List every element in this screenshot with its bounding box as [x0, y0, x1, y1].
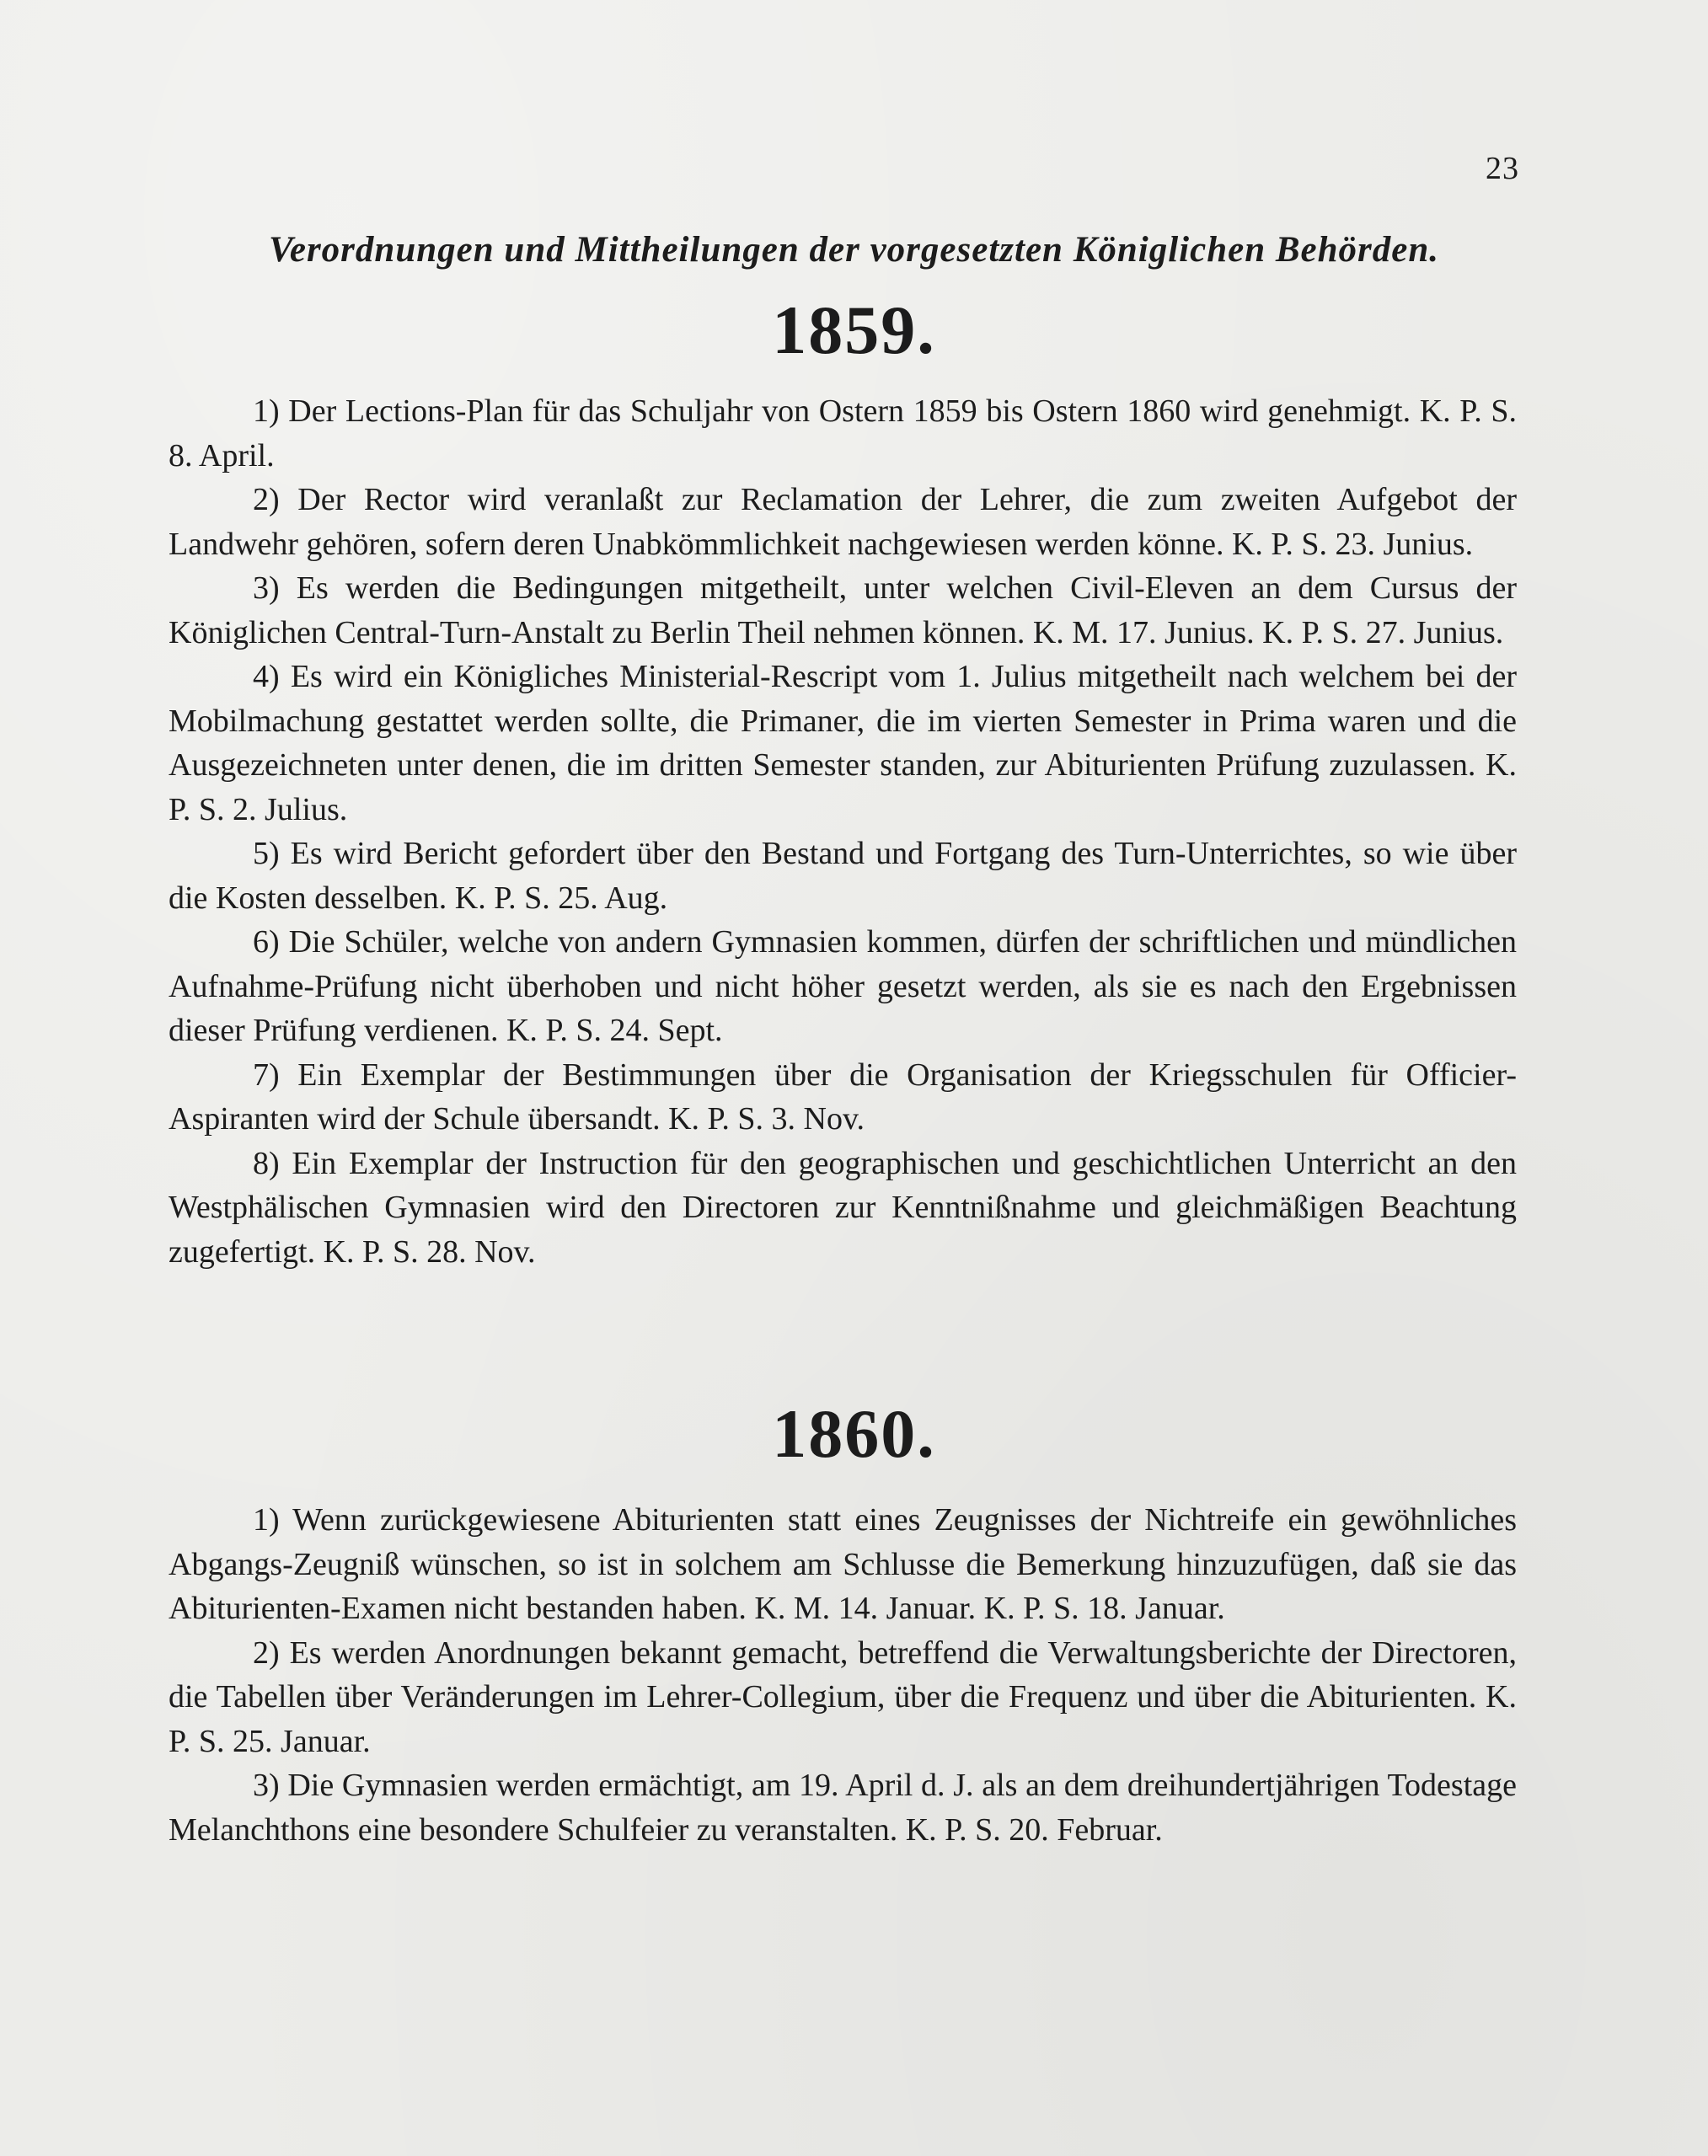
year-heading-1859: 1859. [772, 292, 936, 368]
year-heading-1860: 1860. [772, 1395, 936, 1472]
entry-1859-4: 4) Es wird ein Königliches Ministerial-Rescript vom 1. Julius mitgetheilt nach welchem bei der Mobilmachung gestattet werden sollte, die Primaner, die im vierten Semester in Prima waren und die Ausgezeichneten unter denen, die im dritten Semester standen, zur Abiturienten Prüfung zuzulassen. K. P. S. 2. Julius. [169, 659, 1517, 827]
entry-1859-1: 1) Der Lections-Plan für das Schuljahr von Ostern 1859 bis Ostern 1860 wird genehmigt. K. P. S. 8. April. [169, 393, 1517, 473]
section-1859 [169, 389, 1517, 1274]
entry-1859-7: 7) Ein Exemplar der Bestimmungen über die Organisation der Kriegsschulen für Officier-Aspiranten wird der Schule übersandt. K. P. S. 3. Nov. [169, 1057, 1517, 1137]
entry-1859-6: 6) Die Schüler, welche von andern Gymnasien kommen, dürfen der schriftlichen und mündlichen Aufnahme-Prüfung nicht überhoben und nicht höher gesetzt werden, als sie es nach den Ergebnissen dieser Prüfung verdienen. K. P. S. 24. Sept. [169, 924, 1517, 1048]
entry-1860-2: 2) Es werden Anordnungen bekannt gemacht, betreffend die Verwaltungsberichte der Directoren, die Tabellen über Veränderungen im Lehrer-Collegium, über die Frequenz und über die Abiturienten. K. P. S. 25. Januar. [169, 1634, 1517, 1759]
section-1860 [169, 1498, 1517, 1852]
page-number: 23 [1486, 151, 1519, 186]
entry-1859-3: 3) Es werden die Bedingungen mitgetheilt, unter welchen Civil-Eleven an dem Cursus der Königlichen Central-Turn-Anstalt zu Berlin Theil nehmen können. K. M. 17. Junius. K. P. S. 27. Junius. [169, 570, 1517, 650]
entry-1860-1: 1) Wenn zurückgewiesene Abiturienten statt eines Zeugnisses der Nichtreife ein gewöhnliches Abgangs-Zeugniß wünschen, so ist in solchem am Schlusse die Bemerkung hinzuzufügen, daß sie das Abiturienten-Examen nicht bestanden haben. K. M. 14. Januar. K. P. S. 18. Januar. [169, 1502, 1517, 1626]
entry-1859-8: 8) Ein Exemplar der Instruction für den geographischen und geschichtlichen Unterricht an den Westphälischen Gymnasien wird den Directoren zur Kenntnißnahme und gleichmäßigen Beachtung zugefertigt. K. P. S. 28. Nov. [169, 1145, 1517, 1270]
entry-1859-2: 2) Der Rector wird veranlaßt zur Reclamation der Lehrer, die zum zweiten Aufgebot der Landwehr gehören, sofern deren Unabkömmlichkeit nachgewiesen werden könne. K. P. S. 23. Junius. [169, 482, 1517, 562]
entry-1860-3: 3) Die Gymnasien werden ermächtigt, am 19. April d. J. als an dem dreihundertjährigen Todestage Melanchthons eine besondere Schulfeier zu veranstalten. K. P. S. 20. Februar. [169, 1768, 1517, 1848]
page-title: Verordnungen und Mittheilungen der vorgesetzten Königlichen Behörden. [268, 230, 1440, 270]
entry-1859-5: 5) Es wird Bericht gefordert über den Bestand und Fortgang des Turn-Unterrichtes, so wie über die Kosten desselben. K. P. S. 25. Aug. [169, 836, 1517, 916]
